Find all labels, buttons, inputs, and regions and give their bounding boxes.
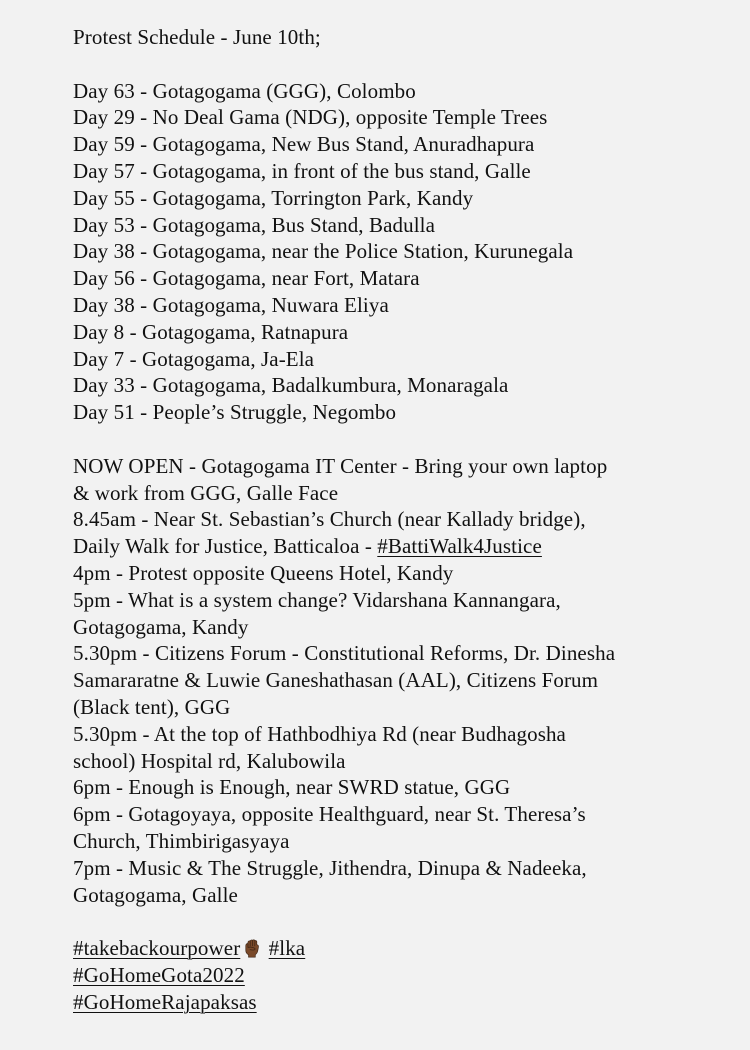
schedule-title: Protest Schedule - June 10th;	[73, 25, 321, 49]
event-line: 5pm - What is a system change? Vidarshana Kannangara,	[73, 587, 561, 612]
event-queens-hotel: 4pm - Protest opposite Queens Hotel, Kandy	[73, 560, 454, 585]
event-music	[73, 855, 733, 909]
day-item: Day 63 - Gotagogama (GGG), Colombo	[73, 78, 416, 103]
event-line-text: Daily Walk for Justice, Batticaloa -	[73, 534, 378, 559]
event-batticaloa	[73, 506, 733, 560]
event-gotagoyaya	[73, 801, 733, 855]
event-line: Gotagogama, Galle	[73, 882, 238, 907]
hashtag-battiwalk4justice[interactable]: #BattiWalk4Justice	[377, 534, 542, 559]
day-list	[73, 78, 733, 426]
day-item: Day 56 - Gotagogama, near Fort, Matara	[73, 266, 420, 291]
event-hathbodhiya	[73, 721, 733, 775]
event-line: 5.30pm - Citizens Forum - Constitutional Reforms, Dr. Dinesha	[73, 641, 616, 666]
day-item: Day 33 - Gotagogama, Badalkumbura, Monaragala	[73, 373, 509, 398]
spacer	[73, 426, 733, 453]
day-item: Day 51 - People’s Struggle, Negombo	[73, 400, 397, 425]
day-item: Day 8 - Gotagogama, Ratnapura	[73, 319, 349, 344]
schedule-text	[73, 24, 733, 1015]
hashtag-line	[73, 962, 733, 989]
raised-fist-icon	[241, 937, 263, 959]
hashtag-gohomerajapaksas[interactable]: #GoHomeRajapaksas	[73, 989, 257, 1014]
event-enough-is-enough: 6pm - Enough is Enough, near SWRD statue, GGG	[73, 775, 511, 800]
day-item: Day 55 - Gotagogama, Torrington Park, Kandy	[73, 185, 474, 210]
hashtag-line	[73, 989, 733, 1016]
hashtag-line	[73, 935, 733, 962]
event-line: Samararatne & Luwie Ganeshathasan (AAL), Citizens Forum	[73, 668, 599, 693]
day-item: Day 59 - Gotagogama, New Bus Stand, Anuradhapura	[73, 132, 535, 157]
hashtag-gohomegota2022[interactable]: #GoHomeGota2022	[73, 962, 245, 987]
hashtag-block	[73, 935, 733, 1015]
day-item: Day 29 - No Deal Gama (NDG), opposite Temple Trees	[73, 105, 548, 130]
spacer	[73, 51, 733, 78]
event-line: Gotagogama, Kandy	[73, 614, 249, 639]
event-line: 5.30pm - At the top of Hathbodhiya Rd (near Budhagosha	[73, 721, 566, 746]
event-list	[73, 453, 733, 909]
event-it-center	[73, 453, 733, 507]
day-item: Day 7 - Gotagogama, Ja-Ela	[73, 346, 315, 371]
spacer	[73, 908, 733, 935]
event-line: 7pm - Music & The Struggle, Jithendra, Dinupa & Nadeeka,	[73, 855, 587, 880]
event-line: & work from GGG, Galle Face	[73, 480, 339, 505]
hashtag-lka[interactable]: #lka	[268, 936, 306, 961]
event-citizens-forum	[73, 640, 733, 720]
event-line	[73, 533, 733, 560]
event-line: 8.45am - Near St. Sebastian’s Church (near Kallady bridge),	[73, 507, 586, 532]
day-item: Day 57 - Gotagogama, in front of the bus stand, Galle	[73, 158, 531, 183]
event-system-change	[73, 587, 733, 641]
day-item: Day 53 - Gotagogama, Bus Stand, Badulla	[73, 212, 436, 237]
hashtag-takebackourpower[interactable]: #takebackourpower	[73, 936, 241, 961]
event-line: 6pm - Gotagoyaya, opposite Healthguard, near St. Theresa’s	[73, 802, 586, 827]
event-line: Church, Thimbirigasyaya	[73, 828, 290, 853]
event-line: (Black tent), GGG	[73, 694, 231, 719]
event-line: NOW OPEN - Gotagogama IT Center - Bring your own laptop	[73, 453, 608, 478]
day-item: Day 38 - Gotagogama, near the Police Station, Kurunegala	[73, 239, 574, 264]
event-line: school) Hospital rd, Kalubowila	[73, 748, 346, 773]
day-item: Day 38 - Gotagogama, Nuwara Eliya	[73, 292, 389, 317]
